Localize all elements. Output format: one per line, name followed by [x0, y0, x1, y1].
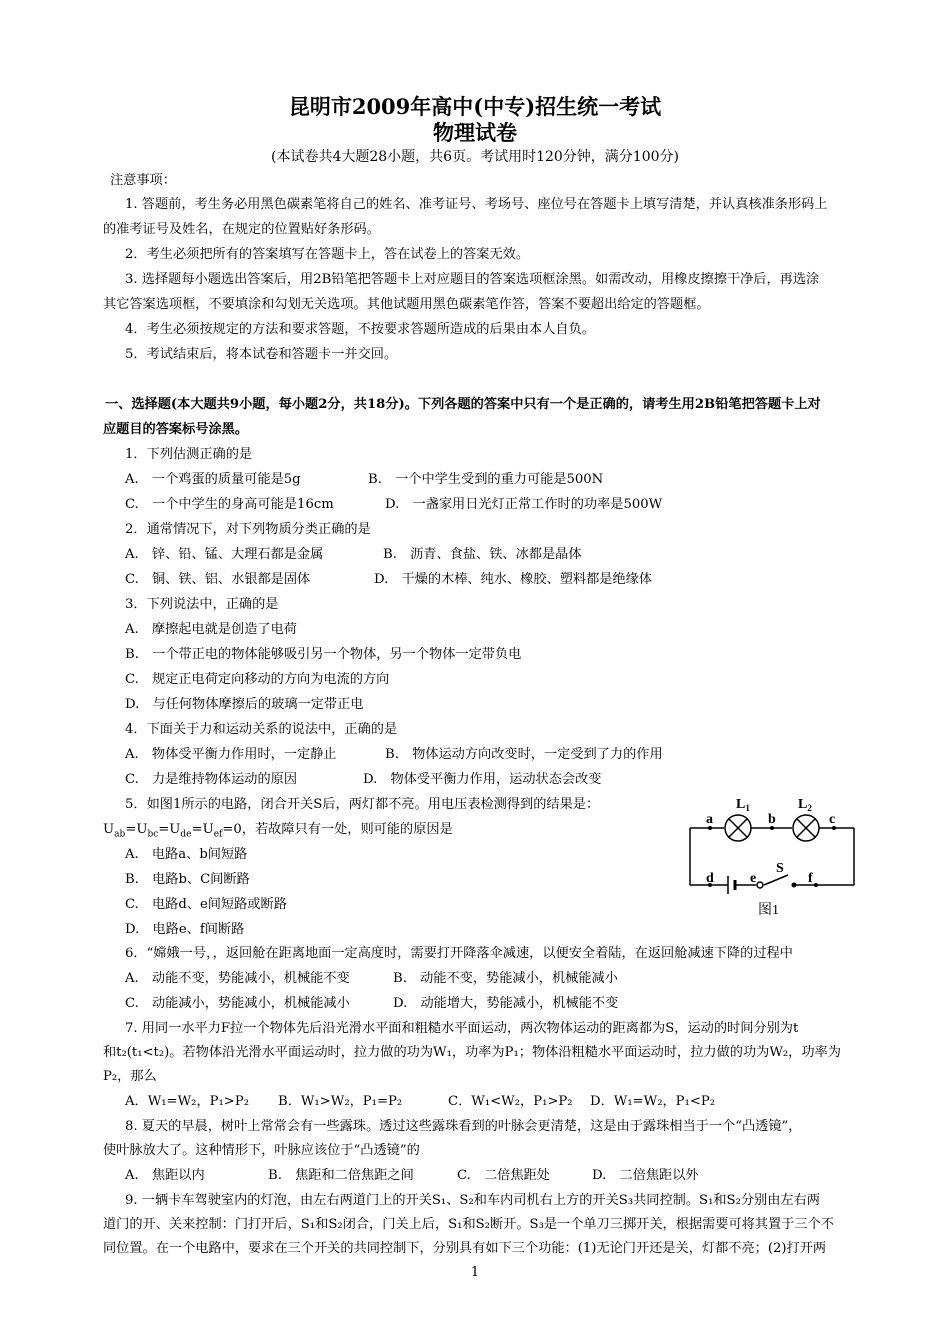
question-stem: 8. 夏天的早晨，树叶上常常会有一些露珠。透过这些露珠看到的叶脉会更清楚，这是由于露珠相当于一个“凸透镜”，	[125, 1119, 802, 1134]
option-c: C. 动能减小，势能减小，机械能减小	[125, 996, 350, 1011]
option-b: B. 物体运动方向改变时，一定受到了力的作用	[385, 747, 663, 762]
question-stem: 6．“嫦娥一号，，返回舱在距离地面一定高度时，需要打开降落伞减速，以便安全着陆，在返回舱减速下降的过程中	[125, 946, 793, 961]
option-b: B. 沥青、食盐、铁、冰都是晶体	[383, 547, 582, 562]
exam-info: (本试卷共4大题28小题，共6页。考试用时120分钟，满分100分)	[271, 149, 679, 165]
question-stem: 和t₂(t₁<t₂)。若物体沿光滑水平面运动时，拉力做的功为W₁，功率为P₁；物体沿粗糙水平面运动时，拉力做的功为W₂，功率为	[103, 1045, 841, 1060]
section-heading: 应题目的答案标号涂黑。	[103, 422, 249, 437]
notice-line: 其它答案选项框，不要填涂和勾划无关选项。其他试题用黑色碳素笔作答，答案不要超出给定的答题框。	[103, 297, 710, 312]
option-d: D. 与任何物体摩擦后的玻璃一定带正电	[125, 697, 364, 712]
exam-subtitle: 物理试卷	[433, 120, 517, 145]
label-S: S	[776, 861, 784, 876]
figure-caption: 图1	[758, 903, 779, 918]
section-heading: 一、选择题(本大题共9小题，每小题2分，共18分)。下列各题的答案中只有一个是正确的，请考生用2B铅笔把答题卡上对	[105, 397, 821, 412]
question-stem: 同位置。在一个电路中，要求在三个开关的共同控制下，分别具有如下三个功能：(1)无论门开还是关，灯都不亮；(2)打开两	[103, 1241, 827, 1256]
option-a: A．W₁=W₂，P₁>P₂	[125, 1094, 249, 1109]
question-stem: 5．如图1所示的电路，闭合开关S后，两灯都不亮。用电压表检测得到的结果是：	[125, 797, 600, 812]
option-d: D．W₁=W₂，P₁<P₂	[590, 1094, 716, 1109]
option-c: C. 一个中学生的身高可能是16cm	[125, 497, 334, 512]
question-stem: 7. 用同一水平力F拉一个物体先后沿光滑水平面和粗糙水平面运动，两次物体运动的距离都为S，运动的时间分别为t	[125, 1021, 799, 1036]
question-stem: 9. 一辆卡车驾驶室内的灯泡，由左右两道门上的开关S₁、S₂和车内司机右上方的开关S₃共同控制。S₁和S₂分别由左右两	[125, 1193, 820, 1208]
question-stem: P₂，那么	[103, 1069, 157, 1084]
option-c: C. 电路d、e间短路或断路	[125, 897, 287, 912]
option-a: A. 电路a、b间短路	[125, 847, 248, 862]
option-c: C. 二倍焦距处	[457, 1168, 550, 1183]
label-d: d	[706, 871, 714, 886]
label-L1: $L_1$	[736, 797, 750, 813]
option-d: D. 物体受平衡力作用，运动状态会改变	[363, 772, 602, 787]
figure-1-circuit	[684, 790, 860, 920]
notice-line: 5．考试结束后，将本试卷和答题卡一并交回。	[125, 347, 398, 362]
option-a: A. 锌、铅、锰、大理石都是金属	[125, 547, 324, 562]
option-a: A. 物体受平衡力作用时，一定静止	[125, 747, 337, 762]
option-b: B．W₁>W₂，P₁=P₂	[278, 1094, 403, 1109]
switch-contact	[792, 883, 797, 888]
option-d: D. 干燥的木棒、纯水、橡胶、塑料都是绝缘体	[374, 572, 653, 587]
option-a: A. 一个鸡蛋的质量可能是5g	[125, 472, 301, 487]
question-stem: 3．下列说法中，正确的是	[125, 597, 279, 612]
label-c: c	[829, 812, 836, 827]
option-b: B. 动能不变，势能减小，机械能减小	[393, 971, 618, 986]
notice-line: 3. 选择题每小题选出答案后，用2B铅笔把答题卡上对应题目的答案选项框涂黑。如需改动，用橡皮擦擦干净后，再选涂	[125, 272, 820, 287]
option-c: C. 规定正电荷定向移动的方向为电流的方向	[125, 672, 390, 687]
option-b: B. 焦距和二倍焦距之间	[268, 1168, 414, 1183]
label-a: a	[706, 812, 713, 827]
option-d: D. 动能增大，势能减小，机械能不变	[393, 996, 619, 1011]
notice-line: 2．考生必须把所有的答案填写在答题卡上，答在试卷上的答案无效。	[125, 247, 530, 262]
notice-line: 4．考生必须按规定的方法和要求答题，不按要求答题所造成的后果由本人自负。	[125, 322, 595, 337]
label-e: e	[750, 871, 757, 886]
option-a: A. 焦距以内	[125, 1168, 205, 1183]
exam-title: 昆明市2009年高中(中专)招生统一考试	[288, 94, 662, 119]
question-stem: 4．下面关于力和运动关系的说法中，正确的是	[125, 722, 398, 737]
label-L2: $L_2$	[798, 797, 812, 813]
label-b: b	[768, 812, 776, 827]
option-a: A. 动能不变，势能减小，机械能不变	[125, 971, 350, 986]
question-stem: 2．通常情况下，对下列物质分类正确的是	[125, 522, 371, 537]
notice-heading: 注意事项：	[110, 173, 176, 188]
option-d: D. 二倍焦距以外	[592, 1168, 699, 1183]
option-c: C．W₁<W₂，P₁>P₂	[448, 1094, 573, 1109]
question-stem: 道门的开、关来控制：门打开后，S₁和S₂闭合，门关上后，S₁和S₂断开。S₃是一个单刀三掷开关，根据需要可将其置于三个不	[103, 1217, 834, 1232]
notice-line: 的准考证号及姓名，在规定的位置贴好条形码。	[103, 222, 380, 237]
option-d: D. 电路e、f间断路	[125, 922, 245, 937]
switch-pivot	[757, 882, 763, 888]
question-stem-voltage: $U_{ab}=U_{bc}=U_{de}=U_{ef}=0$，若故障只有一处，则可能的原因是	[103, 822, 453, 840]
question-stem: 使叶脉放大了。这种情形下，叶脉应该位于“凸透镜”的	[103, 1143, 420, 1158]
option-b: B. 一个带正电的物体能够吸引另一个物体，另一个物体一定带负电	[125, 647, 522, 662]
option-b: B. 一个中学生受到的重力可能是500N	[368, 472, 604, 487]
label-f: f	[808, 871, 813, 886]
notice-line: 1. 答题前，考生务必用黑色碳素笔将自己的姓名、准考证号、考场号、座位号在答题卡上填写清楚，并认真核准条形码上	[125, 197, 828, 212]
question-stem: 1．下列估测正确的是	[125, 447, 253, 462]
option-c: C. 力是维持物体运动的原因	[125, 772, 298, 787]
option-c: C. 铜、铁、铝、水银都是固体	[125, 572, 311, 587]
page-number: 1	[470, 1265, 480, 1280]
option-a: A. 摩擦起电就是创造了电荷	[125, 622, 297, 637]
option-b: B. 电路b、C间断路	[125, 872, 250, 887]
option-d: D. 一盏家用日光灯正常工作时的功率是500W	[385, 497, 663, 512]
